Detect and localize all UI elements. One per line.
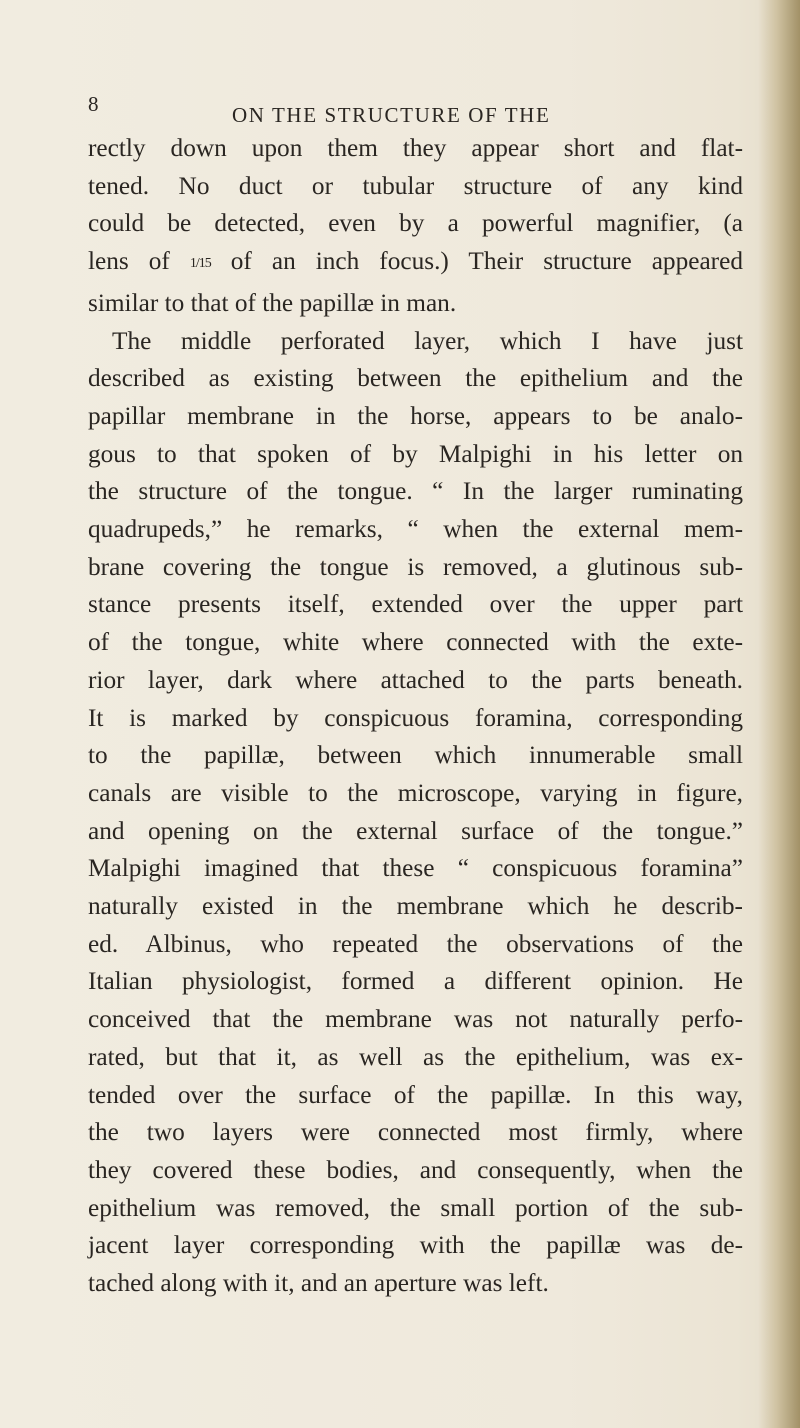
text-line: the two layers were connected most firmly, where xyxy=(88,1118,743,1147)
text-line: naturally existed in the membrane which he describ- xyxy=(88,892,743,921)
text-line: tended over the surface of the papillæ. In this way, xyxy=(88,1080,743,1109)
text-line: they covered these bodies, and consequently, when the xyxy=(88,1155,743,1184)
text-line: brane covering the tongue is removed, a glutinous sub- xyxy=(88,552,743,581)
text-fragment: lens of xyxy=(88,247,170,276)
text-line: ed. Albinus, who repeated the observations of the xyxy=(88,929,743,958)
text-line: tened. No duct or tubular structure of any kind xyxy=(88,171,743,200)
text-line: conceived that the membrane was not naturally perfo- xyxy=(88,1005,743,1034)
text-line: rated, but that it, as well as the epithelium, was ex- xyxy=(88,1042,743,1071)
text-line: of the tongue, white where connected with the exte- xyxy=(88,628,743,657)
text-line: quadrupeds,” he remarks, “ when the external mem- xyxy=(88,515,743,544)
text-line: Malpighi imagined that these “ conspicuous foramina” xyxy=(88,854,743,883)
text-line: the structure of the tongue. “ In the larger ruminating xyxy=(88,477,743,506)
text-line: It is marked by conspicuous foramina, corresponding xyxy=(88,703,743,732)
text-line xyxy=(88,243,743,285)
text-line: stance presents itself, extended over the upper part xyxy=(88,590,743,619)
text-line: epithelium was removed, the small portion of the sub- xyxy=(88,1193,743,1222)
text-line: similar to that of the papillæ in man. xyxy=(88,288,457,317)
text-line: to the papillæ, between which innumerable small xyxy=(88,741,743,770)
fraction: 1/15 xyxy=(189,256,211,272)
page-edge-shadow xyxy=(758,0,800,1428)
text-fragment: of an inch focus.) Their structure appeared xyxy=(230,247,743,276)
text-line: and opening on the external surface of the tongue.” xyxy=(88,816,743,845)
text-line: rior layer, dark where attached to the parts beneath. xyxy=(88,665,743,694)
text-line: tached along with it, and an aperture was left. xyxy=(88,1269,549,1298)
text-line: Italian physiologist, formed a different opinion. He xyxy=(88,967,743,996)
page-number: 8 xyxy=(88,92,99,116)
text-line: papillar membrane in the horse, appears to be analo- xyxy=(88,401,743,430)
text-line: gous to that spoken of by Malpighi in his letter on xyxy=(88,439,743,468)
text-line: canals are visible to the microscope, varying in figure, xyxy=(88,778,743,807)
text-line: could be detected, even by a powerful magnifier, (a xyxy=(88,209,743,238)
body-text xyxy=(88,130,743,1303)
text-line: jacent layer corresponding with the papillæ was de- xyxy=(88,1231,743,1260)
running-title: ON THE STRUCTURE OF THE xyxy=(232,103,551,127)
text-line: rectly down upon them they appear short and flat- xyxy=(88,134,743,162)
text-line: described as existing between the epithelium and the xyxy=(88,364,743,393)
text-line: The middle perforated layer, which I have just xyxy=(112,326,743,355)
